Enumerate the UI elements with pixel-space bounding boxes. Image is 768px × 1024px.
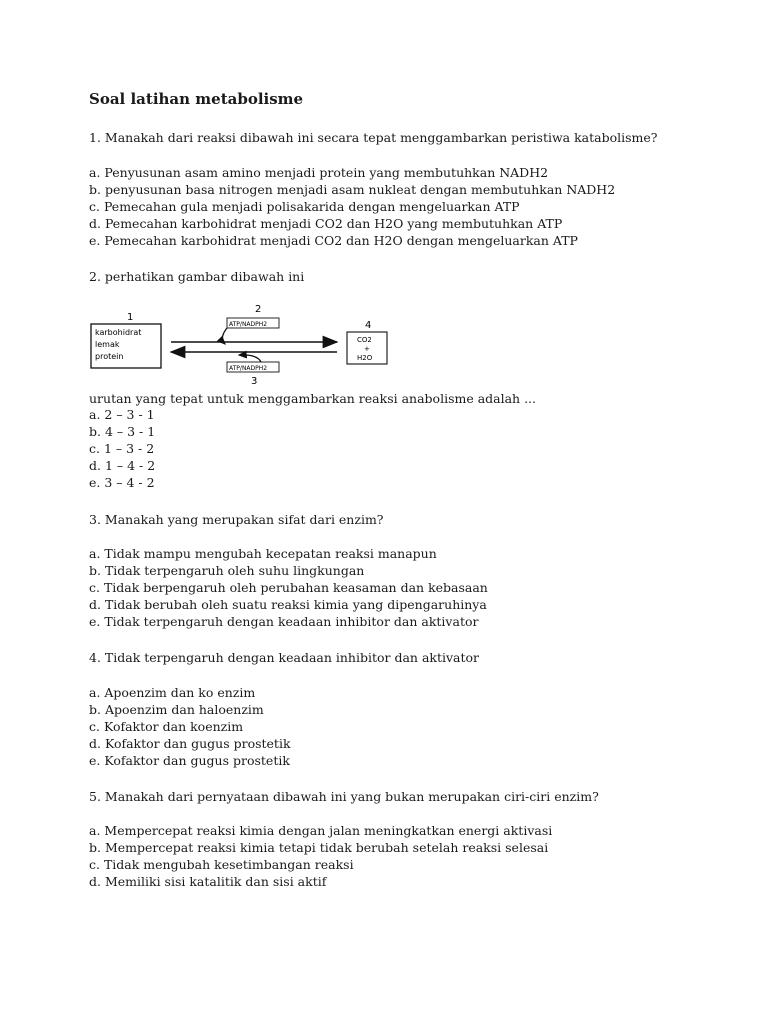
diagram-box-1-line-1: karbohidrat [95,328,142,337]
question-5-option-a: a. Mempercepat reaksi kimia dengan jalan meningkatkan energi aktivasi [89,823,553,838]
diagram-bottom-box-label: ATP/NADPH2 [229,365,268,372]
question-5-option-d: d. Memiliki sisi katalitik dan sisi aktif [89,874,327,889]
question-5-option-b: b. Mempercepat reaksi kimia tetapi tidak berubah setelah reaksi selesai [89,840,549,855]
diagram-label-3: 3 [251,376,258,387]
question-4-option-c: c. Kofaktor dan koenzim [89,719,244,734]
diagram-box-4-mid: + [364,345,370,353]
diagram-label-4: 4 [365,320,372,331]
question-4-option-a: a. Apoenzim dan ko enzim [89,685,256,700]
question-3-option-b: b. Tidak terpengaruh oleh suhu lingkungan [89,563,365,578]
question-4-option-e: e. Kofaktor dan gugus prostetik [89,753,290,768]
question-1-option-b: b. penyusunan basa nitrogen menjadi asam nukleat dengan membutuhkan NADH2 [89,182,616,197]
diagram-top-box-label: ATP/NADPH2 [229,321,268,328]
question-1-option-d: d. Pemecahan karbohidrat menjadi CO2 dan H2O yang membutuhkan ATP [89,216,563,231]
question-5-text: 5. Manakah dari pernyataan dibawah ini yang bukan merupakan ciri-ciri enzim? [89,789,599,804]
question-5-option-c: c. Tidak mengubah kesetimbangan reaksi [89,857,354,872]
diagram-label-2: 2 [255,304,262,315]
question-4-option-b: b. Apoenzim dan haloenzim [89,702,264,717]
question-2-text: 2. perhatikan gambar dibawah ini [89,269,305,284]
question-1-option-e: e. Pemecahan karbohidrat menjadi CO2 dan H2O dengan mengeluarkan ATP [89,233,578,248]
question-3-option-e: e. Tidak terpengaruh dengan keadaan inhibitor dan aktivator [89,614,479,629]
question-3-option-c: c. Tidak berpengaruh oleh perubahan keasaman dan kebasaan [89,580,488,595]
question-1-option-a: a. Penyusunan asam amino menjadi protein yang membutuhkan NADH2 [89,165,549,180]
question-3-option-d: d. Tidak berubah oleh suatu reaksi kimia yang dipengaruhinya [89,597,487,612]
question-2-option-e: e. 3 – 4 - 2 [89,475,155,490]
question-3-option-a: a. Tidak mampu mengubah kecepatan reaksi manapun [89,546,437,561]
metabolism-diagram [89,298,409,388]
question-3-text: 3. Manakah yang merupakan sifat dari enzim? [89,512,384,527]
question-2-option-c: c. 1 – 3 - 2 [89,441,155,456]
diagram-box-4-bottom: H2O [357,354,373,362]
question-4-text: 4. Tidak terpengaruh dengan keadaan inhibitor dan aktivator [89,650,480,665]
question-2-option-d: d. 1 – 4 - 2 [89,458,156,473]
question-2-option-a: a. 2 – 3 - 1 [89,407,155,422]
diagram-box-1-line-2: lemak [95,340,120,349]
diagram-label-1: 1 [127,312,134,323]
document-title: Soal latihan metabolisme [89,90,304,108]
question-1-text: 1. Manakah dari reaksi dibawah ini secara tepat menggambarkan peristiwa katabolisme? [89,130,658,145]
question-4-option-d: d. Kofaktor dan gugus prostetik [89,736,291,751]
diagram-curved-arrow-bottom [239,355,261,362]
diagram-box-4-top: CO2 [357,336,372,344]
question-2-option-b: b. 4 – 3 - 1 [89,424,156,439]
diagram-box-1-line-3: protein [95,352,124,361]
question-1-option-c: c. Pemecahan gula menjadi polisakarida dengan mengeluarkan ATP [89,199,520,214]
question-2-followup: urutan yang tepat untuk menggambarkan reaksi anabolisme adalah ... [89,391,537,406]
